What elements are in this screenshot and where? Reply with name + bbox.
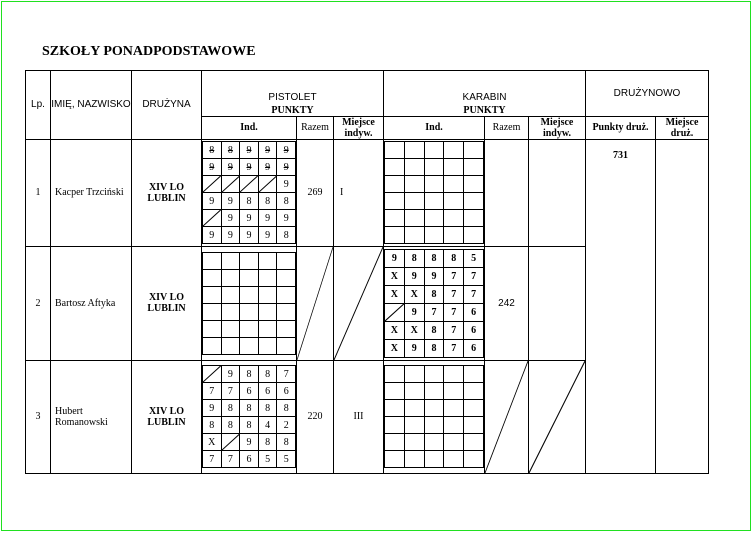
score-cell: 9 — [258, 210, 277, 227]
score-cell — [203, 210, 222, 227]
score-cell: 9 — [404, 267, 424, 285]
score-cell — [464, 417, 484, 434]
score-cell: 5 — [277, 451, 296, 468]
score-grid — [202, 252, 296, 355]
pistolet-razem-crossed — [297, 246, 334, 360]
score-cell: X — [404, 321, 424, 339]
score-cell — [385, 176, 405, 193]
score-cell — [385, 193, 405, 210]
score-cell — [385, 159, 405, 176]
score-cell: 9 — [277, 176, 296, 193]
pistolet-ind-header: Ind. — [202, 116, 297, 139]
score-cell — [424, 366, 444, 383]
score-cell — [277, 337, 296, 354]
score-cell: 6 — [464, 339, 484, 357]
miejsce-druz-header: Miejsce druż. — [656, 116, 709, 139]
score-cell — [444, 210, 464, 227]
lp-header: Lp. — [26, 71, 51, 140]
score-cell — [404, 142, 424, 159]
score-cell: 9 — [240, 142, 259, 159]
karabin-series-cell — [384, 360, 485, 473]
score-cell — [444, 142, 464, 159]
score-cell — [258, 252, 277, 269]
score-cell: 8 — [424, 321, 444, 339]
score-cell: 9 — [258, 227, 277, 244]
score-cell — [464, 434, 484, 451]
score-cell: 9 — [221, 210, 240, 227]
table-row — [26, 139, 709, 246]
score-cell: 8 — [240, 366, 259, 383]
score-cell: 8 — [404, 249, 424, 267]
score-cell: 9 — [385, 249, 405, 267]
row-name: Hubert Romanowski — [51, 360, 132, 473]
score-cell: 7 — [464, 285, 484, 303]
score-cell — [444, 227, 464, 244]
team-points: 731 — [586, 139, 656, 473]
score-cell: 9 — [404, 339, 424, 357]
score-cell — [444, 383, 464, 400]
score-cell — [464, 451, 484, 468]
score-cell — [258, 286, 277, 303]
score-cell — [444, 400, 464, 417]
score-cell: 7 — [203, 451, 222, 468]
score-cell — [404, 193, 424, 210]
karabin-miejsce — [529, 139, 586, 246]
score-cell: 8 — [240, 193, 259, 210]
score-cell: 9 — [404, 303, 424, 321]
score-cell: 8 — [277, 193, 296, 210]
pistolet-punkty-header: PUNKTY — [202, 105, 384, 117]
score-cell: 9 — [203, 193, 222, 210]
score-cell: X — [404, 285, 424, 303]
score-cell: 7 — [444, 285, 464, 303]
score-cell — [464, 159, 484, 176]
score-cell: 6 — [240, 451, 259, 468]
karabin-series-cell — [384, 139, 485, 246]
team-header: DRUŻYNA — [132, 71, 202, 140]
score-cell — [258, 269, 277, 286]
score-grid — [202, 141, 296, 244]
karabin-razem: 242 — [485, 246, 529, 360]
score-grid — [202, 365, 296, 468]
score-cell — [404, 227, 424, 244]
score-cell — [277, 269, 296, 286]
score-cell: 7 — [221, 451, 240, 468]
score-cell: 8 — [258, 193, 277, 210]
score-cell — [203, 252, 222, 269]
score-cell — [221, 434, 240, 451]
score-cell: 8 — [277, 434, 296, 451]
score-cell — [404, 210, 424, 227]
score-cell — [424, 434, 444, 451]
score-cell: 9 — [277, 142, 296, 159]
karabin-miejsce-crossed — [529, 360, 586, 473]
score-cell — [404, 434, 424, 451]
score-cell: 8 — [240, 400, 259, 417]
row-team: XIV LO LUBLIN — [132, 246, 202, 360]
name-header: IMIĘ, NAZWISKO — [51, 71, 132, 140]
score-cell — [203, 320, 222, 337]
score-cell: 9 — [221, 159, 240, 176]
score-cell — [385, 366, 405, 383]
score-cell — [464, 227, 484, 244]
pistolet-header: PISTOLET — [202, 71, 384, 105]
score-cell — [444, 159, 464, 176]
score-cell: 8 — [277, 400, 296, 417]
row-team: XIV LO LUBLIN — [132, 360, 202, 473]
pistolet-razem: 220 — [297, 360, 334, 473]
score-cell — [424, 142, 444, 159]
score-cell — [464, 142, 484, 159]
score-cell — [277, 303, 296, 320]
score-cell: 9 — [240, 210, 259, 227]
score-cell — [444, 176, 464, 193]
score-cell: 9 — [221, 193, 240, 210]
score-cell: 6 — [464, 303, 484, 321]
score-cell: 9 — [277, 210, 296, 227]
score-cell — [404, 176, 424, 193]
score-cell: 4 — [258, 417, 277, 434]
pistolet-razem: 269 — [297, 139, 334, 246]
score-cell: 9 — [258, 159, 277, 176]
score-cell — [464, 366, 484, 383]
score-cell — [258, 176, 277, 193]
score-cell: 7 — [464, 267, 484, 285]
score-cell — [385, 400, 405, 417]
score-cell — [424, 176, 444, 193]
score-cell: 9 — [221, 366, 240, 383]
score-cell — [385, 303, 405, 321]
score-cell: 8 — [444, 249, 464, 267]
score-cell: 7 — [444, 339, 464, 357]
karabin-miejsce-header: Miejsce indyw. — [529, 116, 586, 139]
score-cell: 6 — [258, 383, 277, 400]
score-cell — [424, 210, 444, 227]
score-cell — [221, 286, 240, 303]
score-cell: 8 — [258, 400, 277, 417]
team-place — [656, 139, 709, 473]
score-grid — [384, 365, 484, 468]
score-cell — [221, 176, 240, 193]
score-cell: 8 — [221, 142, 240, 159]
score-cell — [444, 451, 464, 468]
score-cell — [240, 252, 259, 269]
score-cell: 9 — [221, 227, 240, 244]
pistolet-miejsce: I — [334, 139, 384, 246]
score-cell — [404, 451, 424, 468]
score-cell — [258, 320, 277, 337]
score-cell — [404, 383, 424, 400]
score-cell — [464, 193, 484, 210]
score-cell — [240, 176, 259, 193]
score-cell — [240, 320, 259, 337]
score-cell: 5 — [464, 249, 484, 267]
row-lp: 3 — [26, 360, 51, 473]
score-cell: 9 — [424, 267, 444, 285]
score-cell: 7 — [221, 383, 240, 400]
row-name: Bartosz Aftyka — [51, 246, 132, 360]
score-cell — [464, 176, 484, 193]
score-cell — [203, 176, 222, 193]
pistolet-miejsce: III — [334, 360, 384, 473]
score-cell — [404, 400, 424, 417]
score-cell — [464, 400, 484, 417]
score-cell: 8 — [424, 285, 444, 303]
druzynowo-header: DRUŻYNOWO — [586, 71, 709, 117]
score-cell: X — [203, 434, 222, 451]
row-team: XIV LO LUBLIN — [132, 139, 202, 246]
score-cell: 7 — [203, 383, 222, 400]
score-cell — [444, 417, 464, 434]
score-cell — [424, 400, 444, 417]
score-cell: 6 — [464, 321, 484, 339]
score-cell — [424, 383, 444, 400]
score-cell — [464, 210, 484, 227]
score-cell — [258, 337, 277, 354]
score-cell: 8 — [277, 227, 296, 244]
score-cell: 2 — [277, 417, 296, 434]
score-cell: X — [385, 285, 405, 303]
score-cell — [203, 337, 222, 354]
karabin-razem — [485, 139, 529, 246]
score-cell — [424, 193, 444, 210]
score-cell — [240, 269, 259, 286]
score-cell: 5 — [258, 451, 277, 468]
score-cell — [424, 451, 444, 468]
score-cell — [424, 417, 444, 434]
score-grid — [384, 249, 484, 358]
score-cell — [277, 252, 296, 269]
score-cell — [203, 366, 222, 383]
score-cell — [277, 286, 296, 303]
score-cell: 9 — [203, 227, 222, 244]
score-cell — [221, 269, 240, 286]
score-cell — [221, 337, 240, 354]
score-cell: 8 — [203, 142, 222, 159]
score-cell: 7 — [424, 303, 444, 321]
page-title: SZKOŁY PONADPODSTAWOWE — [42, 44, 256, 59]
pistolet-series-cell — [202, 139, 297, 246]
row-lp: 1 — [26, 139, 51, 246]
results-table — [25, 70, 709, 474]
score-cell — [203, 269, 222, 286]
score-cell — [385, 451, 405, 468]
score-cell: 6 — [277, 383, 296, 400]
score-cell: X — [385, 321, 405, 339]
karabin-ind-header: Ind. — [384, 116, 485, 139]
score-cell — [258, 303, 277, 320]
score-cell: 7 — [444, 303, 464, 321]
score-cell — [385, 142, 405, 159]
score-grid — [384, 141, 484, 244]
score-cell — [404, 366, 424, 383]
score-cell: 7 — [444, 267, 464, 285]
score-cell: 8 — [424, 249, 444, 267]
score-cell — [203, 303, 222, 320]
score-cell — [221, 252, 240, 269]
score-cell — [240, 337, 259, 354]
score-cell: 9 — [240, 159, 259, 176]
pistolet-series-cell — [202, 360, 297, 473]
score-cell — [203, 286, 222, 303]
karabin-razem-crossed — [485, 360, 529, 473]
score-cell: 8 — [424, 339, 444, 357]
score-cell — [385, 210, 405, 227]
score-cell — [404, 159, 424, 176]
score-cell: 8 — [221, 417, 240, 434]
score-cell: X — [385, 267, 405, 285]
score-cell — [424, 227, 444, 244]
pistolet-series-cell — [202, 246, 297, 360]
score-cell: 8 — [221, 400, 240, 417]
score-cell: 8 — [258, 434, 277, 451]
score-cell — [404, 417, 424, 434]
score-cell: 7 — [444, 321, 464, 339]
score-cell: 6 — [240, 383, 259, 400]
score-cell — [221, 320, 240, 337]
score-cell — [385, 227, 405, 244]
row-lp: 2 — [26, 246, 51, 360]
score-cell: X — [385, 339, 405, 357]
score-cell — [444, 366, 464, 383]
score-cell: 9 — [203, 159, 222, 176]
punkty-druz-header: Punkty druż. — [586, 116, 656, 139]
karabin-razem-header: Razem — [485, 116, 529, 139]
score-cell: 9 — [240, 227, 259, 244]
karabin-punkty-header: PUNKTY — [384, 105, 586, 117]
score-cell — [240, 303, 259, 320]
pistolet-razem-header: Razem — [297, 116, 334, 139]
score-cell — [444, 434, 464, 451]
score-cell: 9 — [258, 142, 277, 159]
score-cell — [385, 434, 405, 451]
karabin-series-cell — [384, 246, 485, 360]
score-cell: 9 — [203, 400, 222, 417]
score-cell: 9 — [240, 434, 259, 451]
karabin-header: KARABIN — [384, 71, 586, 105]
score-cell: 8 — [203, 417, 222, 434]
karabin-miejsce — [529, 246, 586, 360]
row-name: Kacper Trzciński — [51, 139, 132, 246]
score-cell — [277, 320, 296, 337]
pistolet-miejsce-crossed — [334, 246, 384, 360]
score-cell — [385, 417, 405, 434]
score-cell: 9 — [277, 159, 296, 176]
score-cell — [385, 383, 405, 400]
pistolet-miejsce-header: Miejsce indyw. — [334, 116, 384, 139]
score-cell — [444, 193, 464, 210]
score-cell: 8 — [258, 366, 277, 383]
score-cell — [424, 159, 444, 176]
score-cell: 7 — [277, 366, 296, 383]
score-cell — [464, 383, 484, 400]
score-cell — [221, 303, 240, 320]
score-cell: 8 — [240, 417, 259, 434]
score-cell — [240, 286, 259, 303]
